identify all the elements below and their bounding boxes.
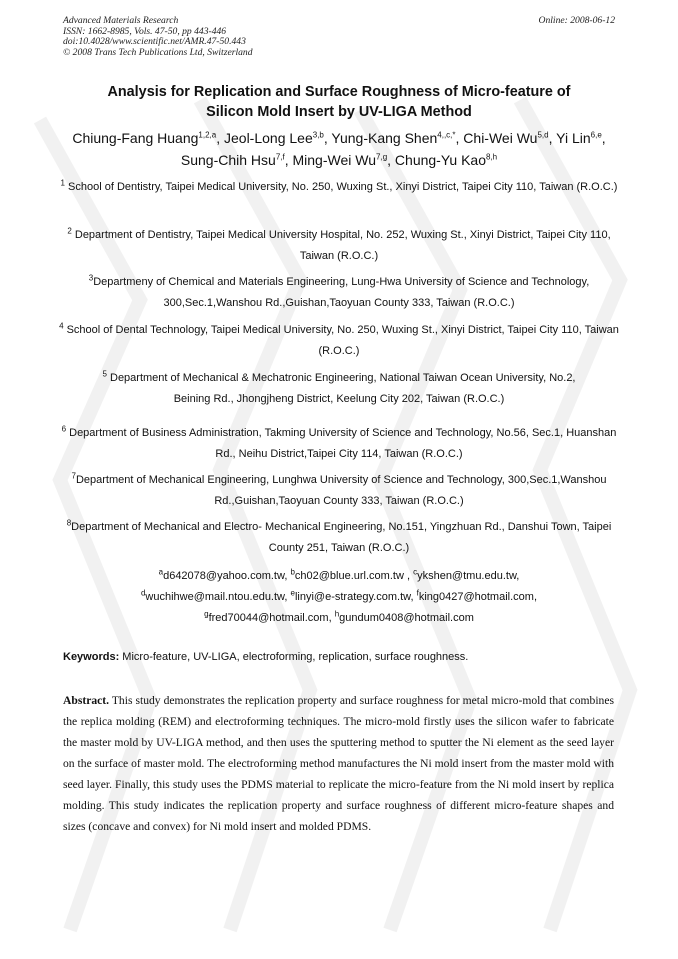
email-address[interactable]: wuchihwe@mail.ntou.edu.tw	[145, 591, 285, 603]
email-marker: h	[334, 609, 340, 619]
copyright-line: © 2008 Trans Tech Publications Ltd, Switzerland	[63, 46, 253, 58]
affiliation-number: 4	[59, 321, 64, 331]
email-separator: ,	[403, 570, 414, 582]
affiliation-4	[58, 320, 620, 362]
author-name: Ming-Wei Wu	[292, 152, 377, 168]
abstract-label: Abstract.	[63, 694, 110, 707]
affiliation-text: Department of Dentistry, Taipei Medical University Hospital, No. 252, Wuxing St., Xinyi District, Taipei City 110, Taiwan (R.O.C.)	[74, 229, 611, 262]
author-affiliation-marker: 1,2,a	[198, 130, 217, 140]
paper-title	[60, 82, 618, 122]
author-affiliation-marker: 7,f	[275, 152, 285, 162]
affiliation-8	[58, 517, 620, 559]
author-affiliation-marker: 8,h	[486, 152, 498, 162]
affiliation-number: 3	[88, 273, 94, 283]
affiliation-number: 7	[71, 471, 76, 481]
affiliation-1	[58, 177, 620, 198]
email-address[interactable]: linyi@e-strategy.com.tw	[294, 591, 411, 603]
affiliation-number: 6	[61, 424, 67, 434]
affiliation-6	[58, 423, 620, 465]
issn-line: ISSN: 1662-8985, Vols. 47-50, pp 443-446	[63, 25, 227, 37]
email-line	[58, 566, 620, 587]
affiliation-text: School of Dentistry, Taipei Medical University, No. 250, Wuxing St., Xinyi District, Taipei City 110, Taiwan (R.O.C.)	[68, 181, 618, 193]
author-affiliation-marker: 7,g	[376, 152, 388, 162]
affiliation-text: Department of Business Administration, Takming University of Science and Technology, No.56, Sec.1, Huanshan Rd., Neihu District,Taipei City 114, Taiwan (R.O.C.)	[69, 427, 617, 460]
email-address[interactable]: ch02@blue.url.com.tw	[294, 570, 404, 582]
affiliation-text: Department of Mechanical Engineering, Lunghwa University of Science and Technology, 300,Sec.1,Wanshou Rd.,Guishan,Taoyuan County 333, Taiwan (R.O.C.)	[75, 474, 607, 507]
email-separator: ,	[410, 591, 417, 603]
author-affiliation-marker: 6,e	[590, 130, 602, 140]
author-name: Yung-Kang Shen	[331, 130, 438, 146]
journal-name: Advanced Materials Research	[63, 15, 179, 26]
author-name: Chi-Wei Wu	[463, 130, 538, 146]
author-name: Chung-Yu Kao	[394, 152, 486, 168]
affiliation-number: 1	[60, 178, 65, 188]
title-line: Silicon Mold Insert by UV-LIGA Method	[206, 104, 472, 120]
keywords-label: Keywords:	[63, 651, 120, 663]
affiliation-text: Department of Mechanical & Mechatronic Engineering, National Taiwan Ocean University, No.2, Beining Rd., Jhongjheng District, Keelung City 202, Taiwan (R.O.C.)	[110, 372, 576, 405]
email-marker: d	[140, 588, 146, 598]
email-marker: a	[158, 567, 164, 577]
email-address[interactable]: fred70044@hotmail.com	[208, 612, 329, 624]
affiliation-3	[58, 272, 620, 314]
author-list	[56, 127, 622, 171]
affiliation-7	[58, 470, 620, 512]
email-separator: ,	[516, 570, 520, 582]
author-name: Jeol-Long Lee	[224, 130, 313, 146]
online-date: Online: 2008-06-12	[538, 15, 615, 26]
author-affiliation-marker: 4,,c,*	[437, 130, 456, 140]
email-address[interactable]: king0427@hotmail.com	[418, 591, 534, 603]
abstract-text: This study demonstrates the replication property and surface roughness for metal micro-mold that combines the replica molding (REM) and electroforming techniques. The micro-mold firstly uses the silicon wafer to fabricate the master mold by UV-LIGA method, and then uses the sputtering method to sputter the Ni element as the seed layer on the surface of master mold. The electroforming method manufactures the Ni mold insert from the master mold with seed layer. Finally, this study uses the PDMS material to replicate the micro-feature from the Ni mold insert by replica molding. This study indicates the replication property and surface roughness of different micro-feature shapes and sizes (concave and convex) for Ni mold insert and molded PDMS.	[63, 694, 614, 833]
keywords-text: Micro-feature, UV-LIGA, electroforming, replication, surface roughness.	[119, 651, 469, 663]
affiliation-text: Departmeny of Chemical and Materials Engineering, Lung-Hwa University of Science and Technology, 300,Sec.1,Wanshou Rd.,Guishan,Taoyuan County 333, Taiwan (R.O.C.)	[93, 276, 590, 309]
author-affiliation-marker: 3,b	[312, 130, 324, 140]
email-marker: e	[290, 588, 295, 598]
author-separator: ,	[455, 130, 464, 146]
author-separator: ,	[548, 130, 557, 146]
affiliation-2	[58, 225, 620, 267]
title-line: Analysis for Replication and Surface Roughness of Micro-feature of	[107, 84, 571, 100]
author-separator: ,	[387, 152, 395, 168]
email-address[interactable]: d642078@yahoo.com.tw	[163, 570, 285, 582]
email-marker: c	[413, 567, 418, 577]
email-marker: g	[204, 609, 209, 619]
author-affiliation-marker: 5,d	[537, 130, 549, 140]
keywords-section	[63, 649, 615, 665]
affiliation-number: 2	[67, 226, 72, 236]
affiliation-text: School of Dental Technology, Taipei Medical University, No. 250, Wuxing St., Xinyi District, Taipei City 110, Taiwan (R.O.C.)	[66, 324, 619, 357]
email-marker: b	[290, 567, 295, 577]
email-separator: ,	[533, 591, 538, 603]
email-address[interactable]: ykshen@tmu.edu.tw	[417, 570, 517, 582]
affiliation-number: 5	[102, 369, 107, 379]
author-separator: ,	[601, 130, 606, 146]
doi-line: doi:10.4028/www.scientific.net/AMR.47-50.443	[63, 36, 246, 48]
author-name: Sung-Chih Hsu	[180, 152, 276, 168]
email-separator: ,	[284, 591, 291, 603]
author-separator: ,	[216, 130, 224, 146]
affiliation-number: 8	[66, 518, 72, 528]
email-separator: ,	[284, 570, 291, 582]
author-name: Chiung-Fang Huang	[72, 130, 199, 146]
email-separator: ,	[328, 612, 335, 624]
author-separator: ,	[323, 130, 332, 146]
author-separator: ,	[284, 152, 293, 168]
affiliation-5	[96, 368, 582, 410]
affiliation-text: Department of Mechanical and Electro- Mechanical Engineering, No.151, Yingzhuan Rd., Danshui Town, Taipei County 251, Taiwan (R.O.C.)	[71, 521, 612, 554]
email-address[interactable]: gundum0408@hotmail.com	[339, 612, 474, 624]
journal-header	[63, 16, 615, 58]
email-line	[58, 608, 620, 629]
email-list	[58, 566, 620, 629]
email-line	[58, 587, 620, 608]
abstract-section	[63, 690, 614, 837]
author-name: Yi Lin	[556, 130, 591, 146]
email-marker: f	[416, 588, 419, 598]
